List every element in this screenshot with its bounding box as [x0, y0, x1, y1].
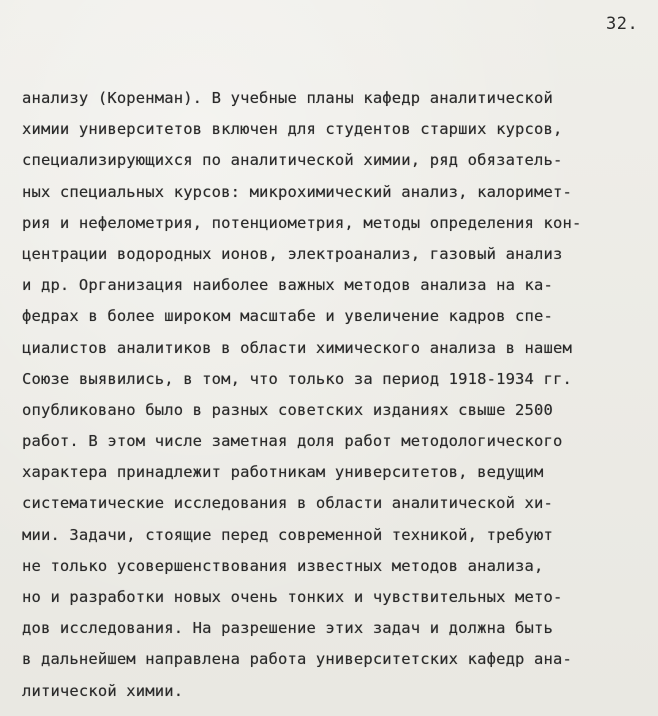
text-line: но и разработки новых очень тонких и чувствительных мето-	[22, 588, 563, 606]
text-line: и др. Организация наиболее важных методов анализа на ка-	[22, 276, 553, 295]
text-line: федрах в более широком масштабе и увеличение кадров спе-	[22, 307, 553, 326]
text-line: работ. В этом числе заметная доля работ методологического	[22, 432, 563, 451]
text-line: циалистов аналитиков в области химического анализа в нашем	[22, 338, 572, 357]
text-line: химии университетов включен для студентов старших курсов,	[22, 120, 563, 139]
text-line: в дальнейшем направлена работа университетских кафедр ана-	[22, 650, 572, 669]
text-line: анализу (Коренман). В учебные планы кафедр аналитической	[22, 89, 553, 107]
text-line: рия и нефелометрия, потенциометрия, методы определения кон-	[22, 213, 582, 232]
text-line: дов исследования. На разрешение этих задач и должна быть	[22, 619, 553, 638]
page-number: 32.	[606, 14, 639, 34]
text-line: Союзе выявились, в том, что только за период 1918-1934 гг.	[22, 369, 572, 388]
body-text	[22, 83, 642, 707]
text-line: систематические исследования в области аналитической хи-	[22, 494, 553, 513]
text-line: центрации водородных ионов, электроанализ, газовый анализ	[22, 244, 563, 263]
text-line: опубликовано было в разных советских изданиях свыше 2500	[22, 400, 553, 419]
text-line: не только усовершенствования известных методов анализа,	[22, 556, 544, 575]
text-line: характера принадлежит работникам университетов, ведущим	[22, 463, 544, 482]
text-line: специализирующихся по аналитической химии, ряд обязатель-	[22, 151, 563, 170]
text-line: литической химии.	[22, 681, 184, 700]
text-line: мии. Задачи, стоящие перед современной техникой, требуют	[22, 525, 553, 544]
text-line: ных специальных курсов: микрохимический анализ, калоримет-	[22, 182, 572, 201]
